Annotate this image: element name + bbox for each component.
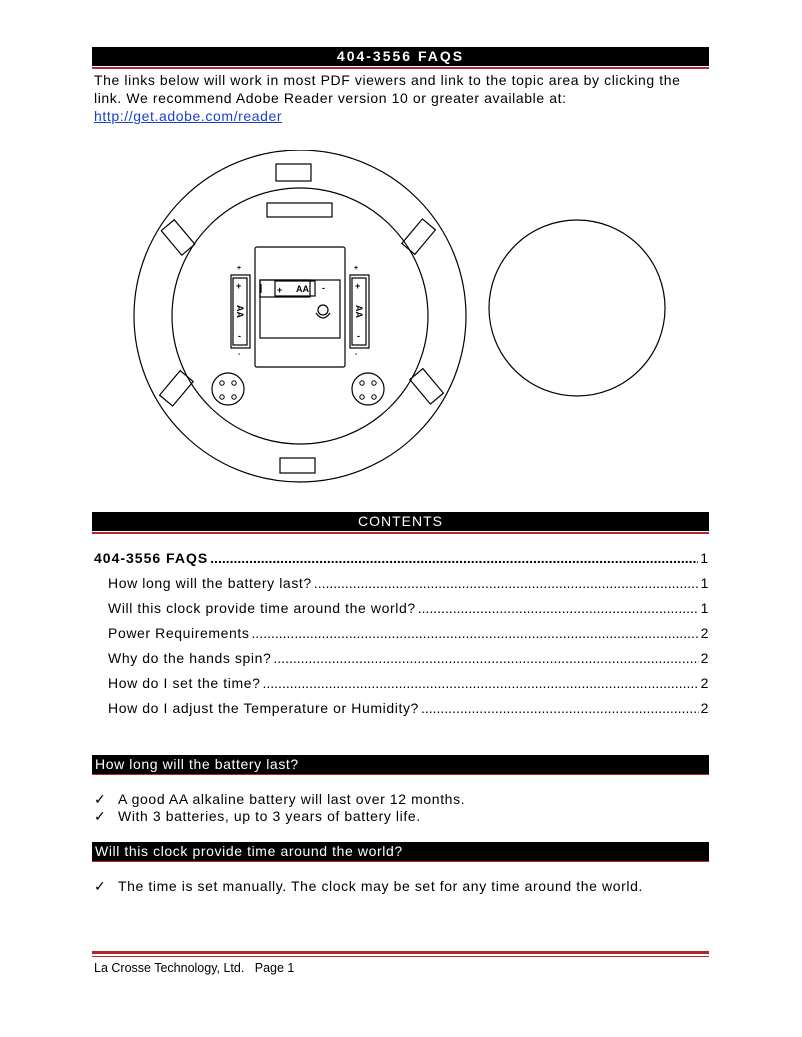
toc-page: 1 [700,550,709,566]
inner-ring [172,188,428,444]
toc-leader [273,650,698,666]
toc-leader [421,700,699,716]
toc-page: 1 [700,600,709,616]
toc-leader [263,675,699,691]
terminal-right-minus: - [355,351,358,358]
toc-leader [252,625,699,641]
toc-label: Why do the hands spin? [108,650,272,666]
intro-text: The links below will work in most PDF viewers and link to the topic area by clicking the link. We recommend Adobe Reader version 10 or greater available at: [94,72,681,106]
battery-left-label: AA [235,305,245,318]
terminal-right-plus: + [354,265,359,272]
title-rule [92,67,709,69]
bullet-item [94,791,465,808]
clock-back-diagram [130,150,680,495]
toc-entry[interactable] [108,675,709,691]
toc-label: Will this clock provide time around the world? [108,600,416,616]
battery-right-label: AA [354,305,364,318]
clock-face-circle [489,220,665,396]
toc-entry[interactable] [108,700,709,716]
battery-right-minus: - [357,331,360,341]
bullet-text: With 3 batteries, up to 3 years of battery life. [118,808,421,824]
bullet-item [94,808,421,825]
toc-entry[interactable] [108,575,709,591]
toc-entry[interactable] [108,625,709,641]
outer-ring [134,150,466,482]
section-heading: How long will the battery last? [92,755,709,774]
check-icon: ✓ [94,878,107,894]
battery-left-plus: + [236,281,242,291]
toc-leader [210,550,698,566]
battery-center-plus: + [277,285,283,295]
toc-label: How do I set the time? [108,675,261,691]
toc-label: 404-3556 FAQS [94,550,209,566]
footer-rule-thin [92,956,709,957]
footer-rule [92,951,709,954]
contents-rule [92,532,709,534]
battery-center-label: AA [296,284,309,294]
section-rule [92,774,709,775]
bullet-item [94,878,643,895]
battery-right-plus: + [355,281,361,291]
bullet-text: The time is set manually. The clock may be set for any time around the world. [118,878,644,894]
contents-title: CONTENTS [92,512,709,531]
toc-label: Power Requirements [108,625,250,641]
check-icon: ✓ [94,791,107,807]
toc-label: How long will the battery last? [108,575,312,591]
toc-label: How do I adjust the Temperature or Humidity? [108,700,419,716]
toc-leader [314,575,699,591]
toc-entry[interactable] [108,650,709,666]
page-title: 404-3556 FAQS [92,47,709,66]
footer-text: La Crosse Technology, Ltd. Page 1 [94,961,295,975]
intro-paragraph [94,71,709,125]
toc-page: 2 [700,675,709,691]
toc-page: 2 [700,625,709,641]
toc-entry[interactable] [108,600,709,616]
toc-page: 2 [700,700,709,716]
toc-page: 2 [700,650,709,666]
toc-page: 1 [700,575,709,591]
adobe-reader-link[interactable]: http://get.adobe.com/reader [94,108,283,124]
toc-entry[interactable] [94,550,709,566]
battery-center-minus: - [322,283,325,293]
terminal-left-minus: - [238,351,241,358]
check-icon: ✓ [94,808,107,824]
bullet-text: A good AA alkaline battery will last over 12 months. [118,791,466,807]
section-heading: Will this clock provide time around the world? [92,842,709,861]
terminal-left-plus: + [237,265,242,272]
section-rule [92,861,709,862]
toc-leader [418,600,699,616]
battery-left-minus: - [238,331,241,341]
